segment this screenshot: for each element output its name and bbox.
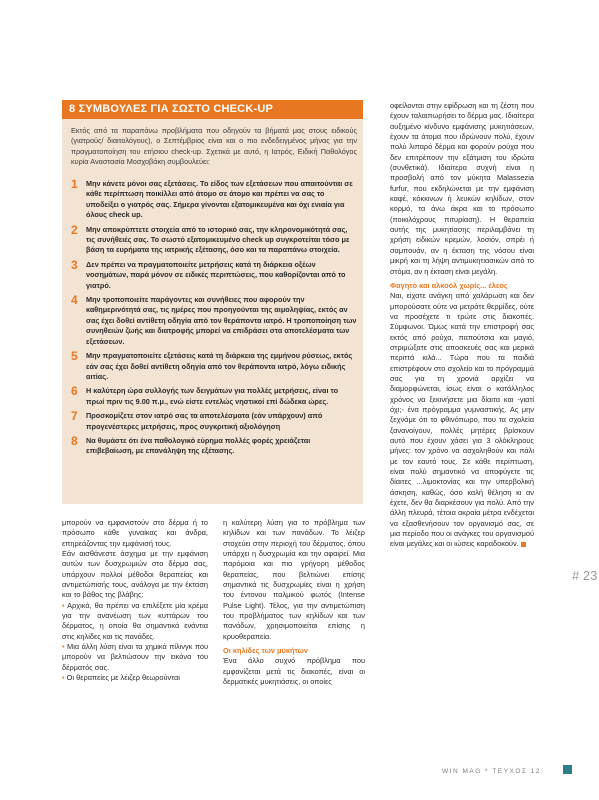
page-number: # 23 — [572, 568, 598, 583]
tip-text: Μην αποκρύπτετε στοιχεία από το ιστορικό σας, την κληρονομικότητά σας, τις συνήθειές σας. Το σωστό εξατομικευμένο check up συγκροτείται τόσο με βάση τα ευρήματα της ιατρικής εξέτασης, όσο και τα παραπάνω στοιχεία. — [86, 224, 350, 255]
paragraph — [390, 291, 534, 550]
article-column-3 — [390, 101, 534, 550]
tip-number: 7 — [71, 409, 78, 424]
end-mark-icon — [521, 542, 526, 547]
paragraph: μπορούν να εμφανιστούν στο δέρμα ή το πρόσωπο κάθε γυναίκας και άνδρα, επηρεάζοντας την εμφάνισή τους. — [62, 518, 208, 548]
bullet-item — [62, 673, 208, 683]
tip-item — [71, 351, 358, 382]
bullet-text: Αρχικά, θα πρέπει να επιλέξετε μία κρέμα για την ανανέωση των κυττάρων του δέρματος, η οποία θα σημαντικά ενάντια στις κηλίδες και τις πανάδες. — [62, 600, 208, 641]
tip-number: 5 — [71, 349, 78, 364]
bullet-item — [62, 601, 208, 642]
bullet-text: Μια άλλη λύση είναι τα χημικά πίλινγκ που μπορούν να βελτιώσουν την εικόνα του δέρματός σας. — [62, 642, 208, 672]
article-column-2 — [223, 518, 365, 688]
bullet-item — [62, 642, 208, 673]
tip-text: Μην τροποποιείτε παράγοντες και συνήθειες που αφορούν την καθημερινότητά σας, τις ημέρες που προηγούνται της αιμοληψίας, εκτός αν σας έχει δοθεί αντίθετη οδηγία από τον θεράποντα ιατρό. Η τροποποίηση των συνηθειών ζωής και διατροφής μπορεί να επιδράσει στα αποτελέσματα των εξετάσεων. — [86, 295, 357, 346]
tips-list — [71, 179, 358, 461]
paragraph: οφείλονται στην εφίδρωση και τη ζέστη που έχουν ταλαιπωρήσει το δέρμα μας. Ιδιαίτερα αυξημένο κίνδυνο εμφάνισης μυκητιάσεων, έχουν τα άτομα που ιδρώνουν πολύ, έχουν πολύ λιπαρό δέρμα και φορούν ρούχα που δεν επιτρέπουν την εξάτμιση του ιδρώτα (συνθετικά). Ιδιαίτερα συχνή είναι η προσβολή από τον μύκητα Malassezia furfur, που εκδηλώνεται με την εμφάνιση καφέ, κόκκινων ή λευκών κηλίδων, στον κορμό, τα άνω άκρα και το πρόσωπο (ποικιλόχρους πιτυρίαση). Η θεραπεία αυτής της μυκητίασης περιλαμβάνει τη χρήση ειδικών κρεμών, λοσιόν, σπρέι ή σαμπουάν, αν η έκταση της νόσου είναι μικρή και τη λήψη αντιμυκητιασικών από το στόμα, αν η έκταση είναι μεγάλη. — [390, 101, 534, 276]
tip-item — [71, 411, 358, 432]
bullet-dot-icon: • — [62, 642, 65, 652]
tip-item — [71, 179, 358, 221]
section-heading: Φαγητό και αλκοόλ χωρίς... έλεος — [390, 280, 508, 290]
box-intro: Εκτός από τα παραπάνω προβλήματα που οδηγούν τα βήματά μας στους ειδικούς (γιατρούς/ διαιτολόγους), ο Σεπτέμβριος είναι και ο πιο ενδεδειγμένος μήνας για την πραγματοποίηση του ετήσιου check-up. Σχετικά με αυτό, η Ιατρός, Ειδική Παθολόγος κυρία Αναστασία Μοσχοβάκη συμβουλεύει: — [71, 126, 357, 167]
bullet-text: Οι θεραπείες με λέιζερ θεωρούνται — [66, 673, 180, 683]
tip-text: Προσκομίζετε στον ιατρό σας τα αποτελέσματα (εάν υπάρχουν) από προγενέστερες μετρήσεις, προς συγκριτική αξιολόγηση — [86, 411, 323, 431]
bullet-dot-icon: • — [62, 600, 65, 610]
checkup-tips-box — [62, 100, 363, 504]
footer-issue: WIN MAG * ΤΕΥΧΟΣ 12 — [442, 768, 541, 775]
tip-item — [71, 386, 358, 407]
section-heading: Οι κηλίδες των μυκήτων — [223, 646, 308, 656]
tip-item — [71, 257, 358, 291]
paragraph-text: Ναι, είχατε ανάγκη από χαλάρωση και δεν μπορούσατε ούτε να μετράτε θερμίδες, ούτε να προσέχετε τι τρώτε στις διακοπές. Σύμφωνοι. Ώμως κατά την επιστροφή σας εκτός από ρούχα, παπούτσια και μαγιό, στριμώξατε στις αποσκευές σας και μερικά περιττά κιλά... Τώρα που τα παιδιά επιστρέφουν στο σχολείο και το πρόγραμμά σας για τη χρονιά αρχίζει να διαμορφώνεται, ίσως είναι ο κατάλληλος χρόνος να ξεκινήσετε μια δίαιτα και -γιατί όχι;- ένα πρόγραμμα γυμναστικής. Ας μην ξεχνάμε ότι το φθινόπωρο, που τα σχολεία ξανανοίγουν, πολλές μητέρες βρίσκουν αυτό που έχουν χάσει για 3 ολόκληρους μήνες: τον χρόνο να ασχοληθούν και πάλι με τον εαυτό τους. Σε κάθε περίπτωση, είναι πολύ σημαντικό να αποφύγετε τις δίαιτες ...λιμοκτονίας και την υπερβολική άσκηση, καθώς, όσο καλή θέληση κι αν έχετε, δεν θα διαρκέσουν για πολύ. Από την άλλη πλευρά, τέτοια ακραία μέτρα ενδέχεται να εξασθενήσουν τον οργανισμό σας, σε μια περίοδο που οι ανάγκες του οργανισμού είναι μεγάλες και οι ιώσεις καραδοκούν. — [390, 291, 535, 549]
bullet-dot-icon: • — [62, 673, 65, 683]
tip-number: 2 — [71, 222, 78, 237]
article-column-1 — [62, 518, 208, 684]
footer-square-icon — [563, 765, 572, 774]
tip-item — [71, 433, 358, 457]
tip-number: 8 — [71, 433, 78, 448]
tip-text: Μην κάνετε μόνοι σας εξετάσεις. Το είδος των εξετάσεων που απαιτούνται σε κάθε περίπτωση ποικίλλει από άτομο σε άτομο και πρέπει να σας το υποδείξει ο γιατρός σας. Σήμερα γίνονται εξατομικευμένα και όχι ενιαία για όλους check up. — [86, 179, 353, 220]
tip-item — [71, 222, 358, 256]
tip-text: Να θυμάστε ότι ένα παθολογικό εύρημα πολλές φορές χρειάζεται επιβεβαίωση, με επανάληψη της εξέτασης. — [86, 435, 311, 456]
tip-number: 4 — [71, 293, 78, 308]
tip-text: Μην πραγματοποιείτε εξετάσεις κατά τη διάρκεια της εμμήνου ρύσεως, εκτός εάν σας έχει δοθεί αντίθετη οδηγία από τον θεράποντα ιατρό, λόγω ειδικής αιτίας. — [86, 351, 353, 381]
paragraph: Ένα άλλο συχνό πρόβλημα που εμφανίζεται μετά τις διακοπές, είναι οι δερματικές μυκητιάσεις, οι οποίες — [223, 656, 365, 687]
tip-number: 3 — [71, 257, 78, 272]
tip-number: 1 — [71, 177, 78, 191]
tip-text: Η καλύτερη ώρα συλλογής των δειγμάτων για πολλές μετρήσεις, είναι το πρωί πριν τις 9.00 π.μ., ενώ είστε εντελώς νηστικοί επί δώδεκα ώρες. — [86, 386, 339, 406]
paragraph: η καλύτερη λύση για το πρόβλημα των κηλίδων και των πανάδων. Το λέιζερ στοχεύει στην περιοχή του δέρματος, όπου υπάρχει η δυσχρωμία και την αφαιρεί. Μια παρόμοια και πιο γρήγορη μέθοδος θεραπείας, που βελτιώνει επίσης σημαντικά τις δυσχρωμίες είναι η χρήση του έντονου παλμικού φωτός (Intense Pulse Light). Τέλος, για την αντιμετώπιση του προβλήματος των κηλίδων και των πανάδων, χρησιμοποιείται επίσης η κρυοθεραπεία. — [223, 518, 365, 641]
tip-number: 6 — [71, 384, 78, 399]
box-title: 8 ΣΥΜΒΟΥΛΕΣ ΓΙΑ ΣΩΣΤΟ CHECK-UP — [62, 100, 363, 119]
tip-text: Δεν πρέπει να πραγματοποιείτε μετρήσεις κατά τη διάρκεια οξέων νοσημάτων, παρά μόνον σε ειδικές περιπτώσεις, που καθορίζονται από το γιατρό. — [86, 259, 346, 290]
paragraph: Εάν αισθάνεστε άσχημα με την εμφάνιση αυτών των δυσχρωμιών στο δέρμα σας, υπάρχουν πολλοί μέθοδοι θεραπείας και αντιμετώπισής τους, ανάλογα με την έκταση και το βάθος της βλάβης: — [62, 549, 208, 600]
tip-item — [71, 295, 358, 347]
